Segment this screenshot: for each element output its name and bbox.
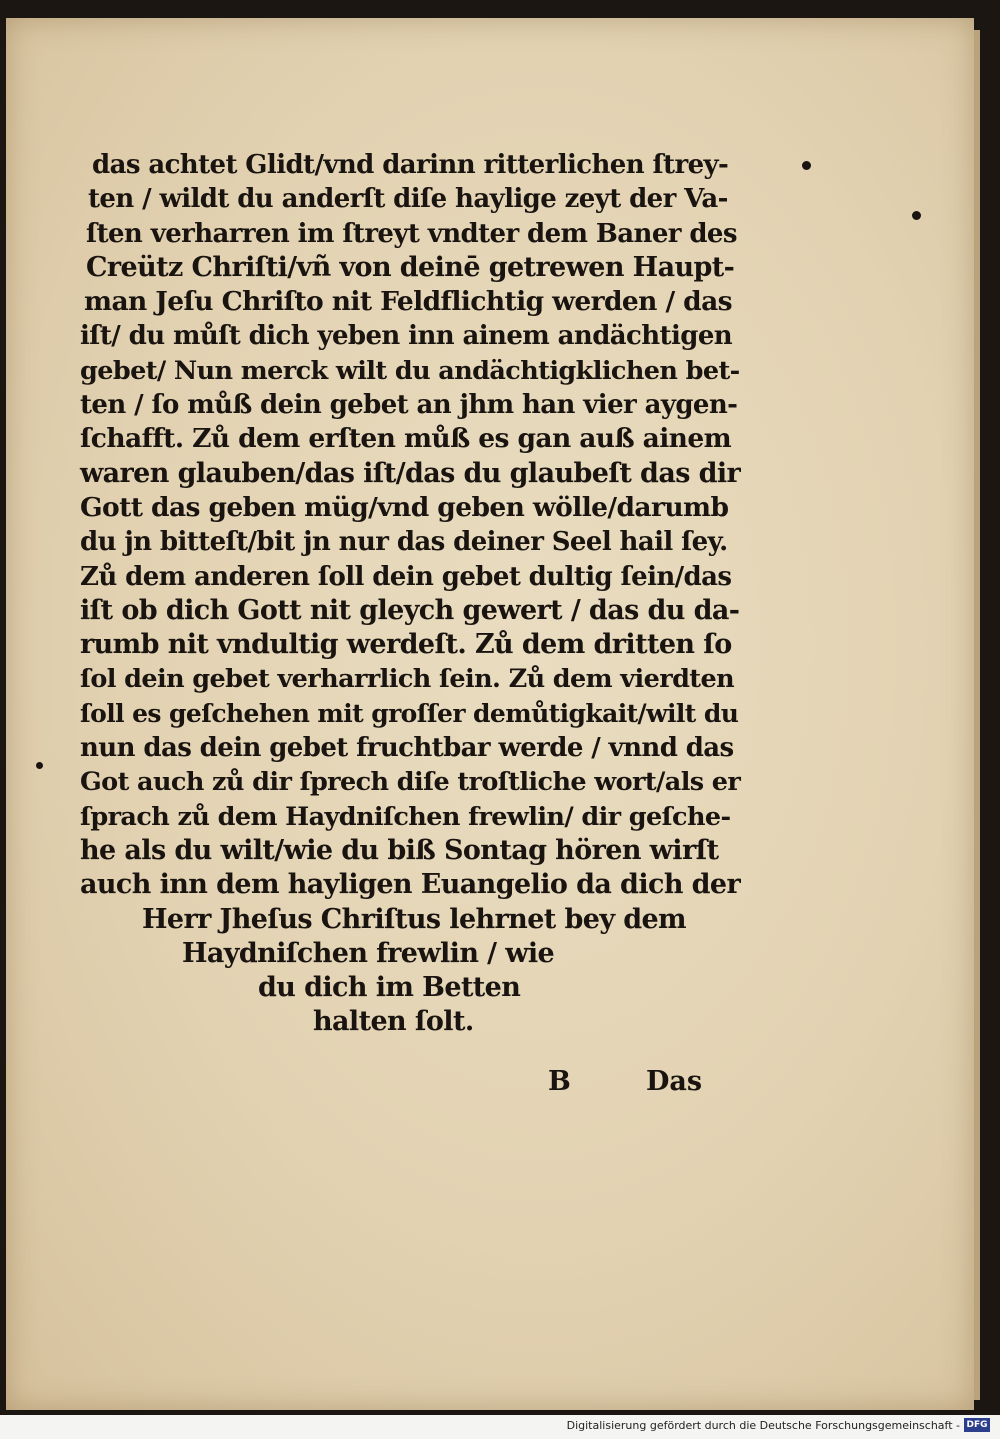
text-line: du jn bitteſt/bit jn nur das deiner Seel hail ſey.	[80, 527, 728, 558]
ink-spot-1	[802, 161, 811, 170]
text-line: Got auch zů dir ſprech diſe troſtliche wort/als er	[80, 767, 741, 798]
text-line: waren glauben/das iſt/das du glaubeſt das dir	[80, 457, 741, 489]
text-line: auch inn dem hayligen Euangelio da dich der	[80, 869, 741, 901]
text-line: rumb nit vndultig werdeſt. Zů dem dritten ſo	[80, 629, 732, 661]
page-edge	[974, 30, 980, 1400]
text-line: halten ſolt.	[313, 1006, 474, 1038]
ink-spot-2	[912, 211, 921, 220]
text-line: man Jeſu Chriſto nit Feldflichtig werden / das	[84, 286, 732, 318]
text-line: he als du wilt/wie du biß Sontag hören wirſt	[80, 834, 719, 866]
funding-notice: Digitalisierung gefördert durch die Deutsche Forschungsgemeinschaft -	[566, 1419, 960, 1432]
dfg-logo: DFG	[964, 1418, 990, 1432]
text-line: nun das dein gebet fruchtbar werde / vnnd das	[80, 733, 734, 764]
text-line: ſol dein gebet verharrlich ſein. Zů dem vierdten	[80, 664, 735, 695]
text-line: ten / ſo můß dein gebet an jhm han vier aygen-	[80, 390, 738, 421]
text-line: Gott das geben müg/vnd geben wölle/darumb	[80, 491, 729, 523]
text-line: ten / wildt du anderſt diſe haylige zeyt der Va-	[88, 184, 728, 215]
text-line: gebet/ Nun merck wilt du andächtigklichen bet-	[80, 355, 740, 386]
text-line: ſten verharren im ſtreyt vndter dem Baner des	[86, 218, 737, 249]
text-line: das achtet Glidt/vnd darinn ritterlichen ſtrey-	[92, 150, 729, 180]
text-line: ſoll es geſchehen mit groſſer demůtigkait/wilt du	[80, 698, 739, 728]
text-line: Haydniſchen frewlin / wie	[182, 937, 555, 969]
body-text	[80, 148, 740, 1040]
text-line: Zů dem anderen ſoll dein gebet dultig ſein/das	[80, 561, 732, 592]
text-line: Creütz Chriſti/vñ von deinē getrewen Haupt-	[86, 251, 735, 283]
ink-spot-3	[36, 762, 43, 769]
text-line: ſchafft. Zů dem erſten můß es gan auß ainem	[80, 423, 732, 455]
text-line: iſt/ du můſt dich yeben inn ainem andächtigen	[80, 321, 733, 352]
text-line: ſprach zů dem Haydniſchen frewlin/ dir geſche-	[80, 801, 731, 832]
text-line: Herr Jheſus Chriſtus lehrnet bey dem	[142, 903, 687, 935]
catchword: Das	[646, 1066, 703, 1097]
text-line: du dich im Betten	[258, 972, 521, 1004]
text-line: iſt ob dich Gott nit gleych gewert / das du da-	[80, 594, 740, 626]
signature-mark: B	[548, 1066, 571, 1097]
